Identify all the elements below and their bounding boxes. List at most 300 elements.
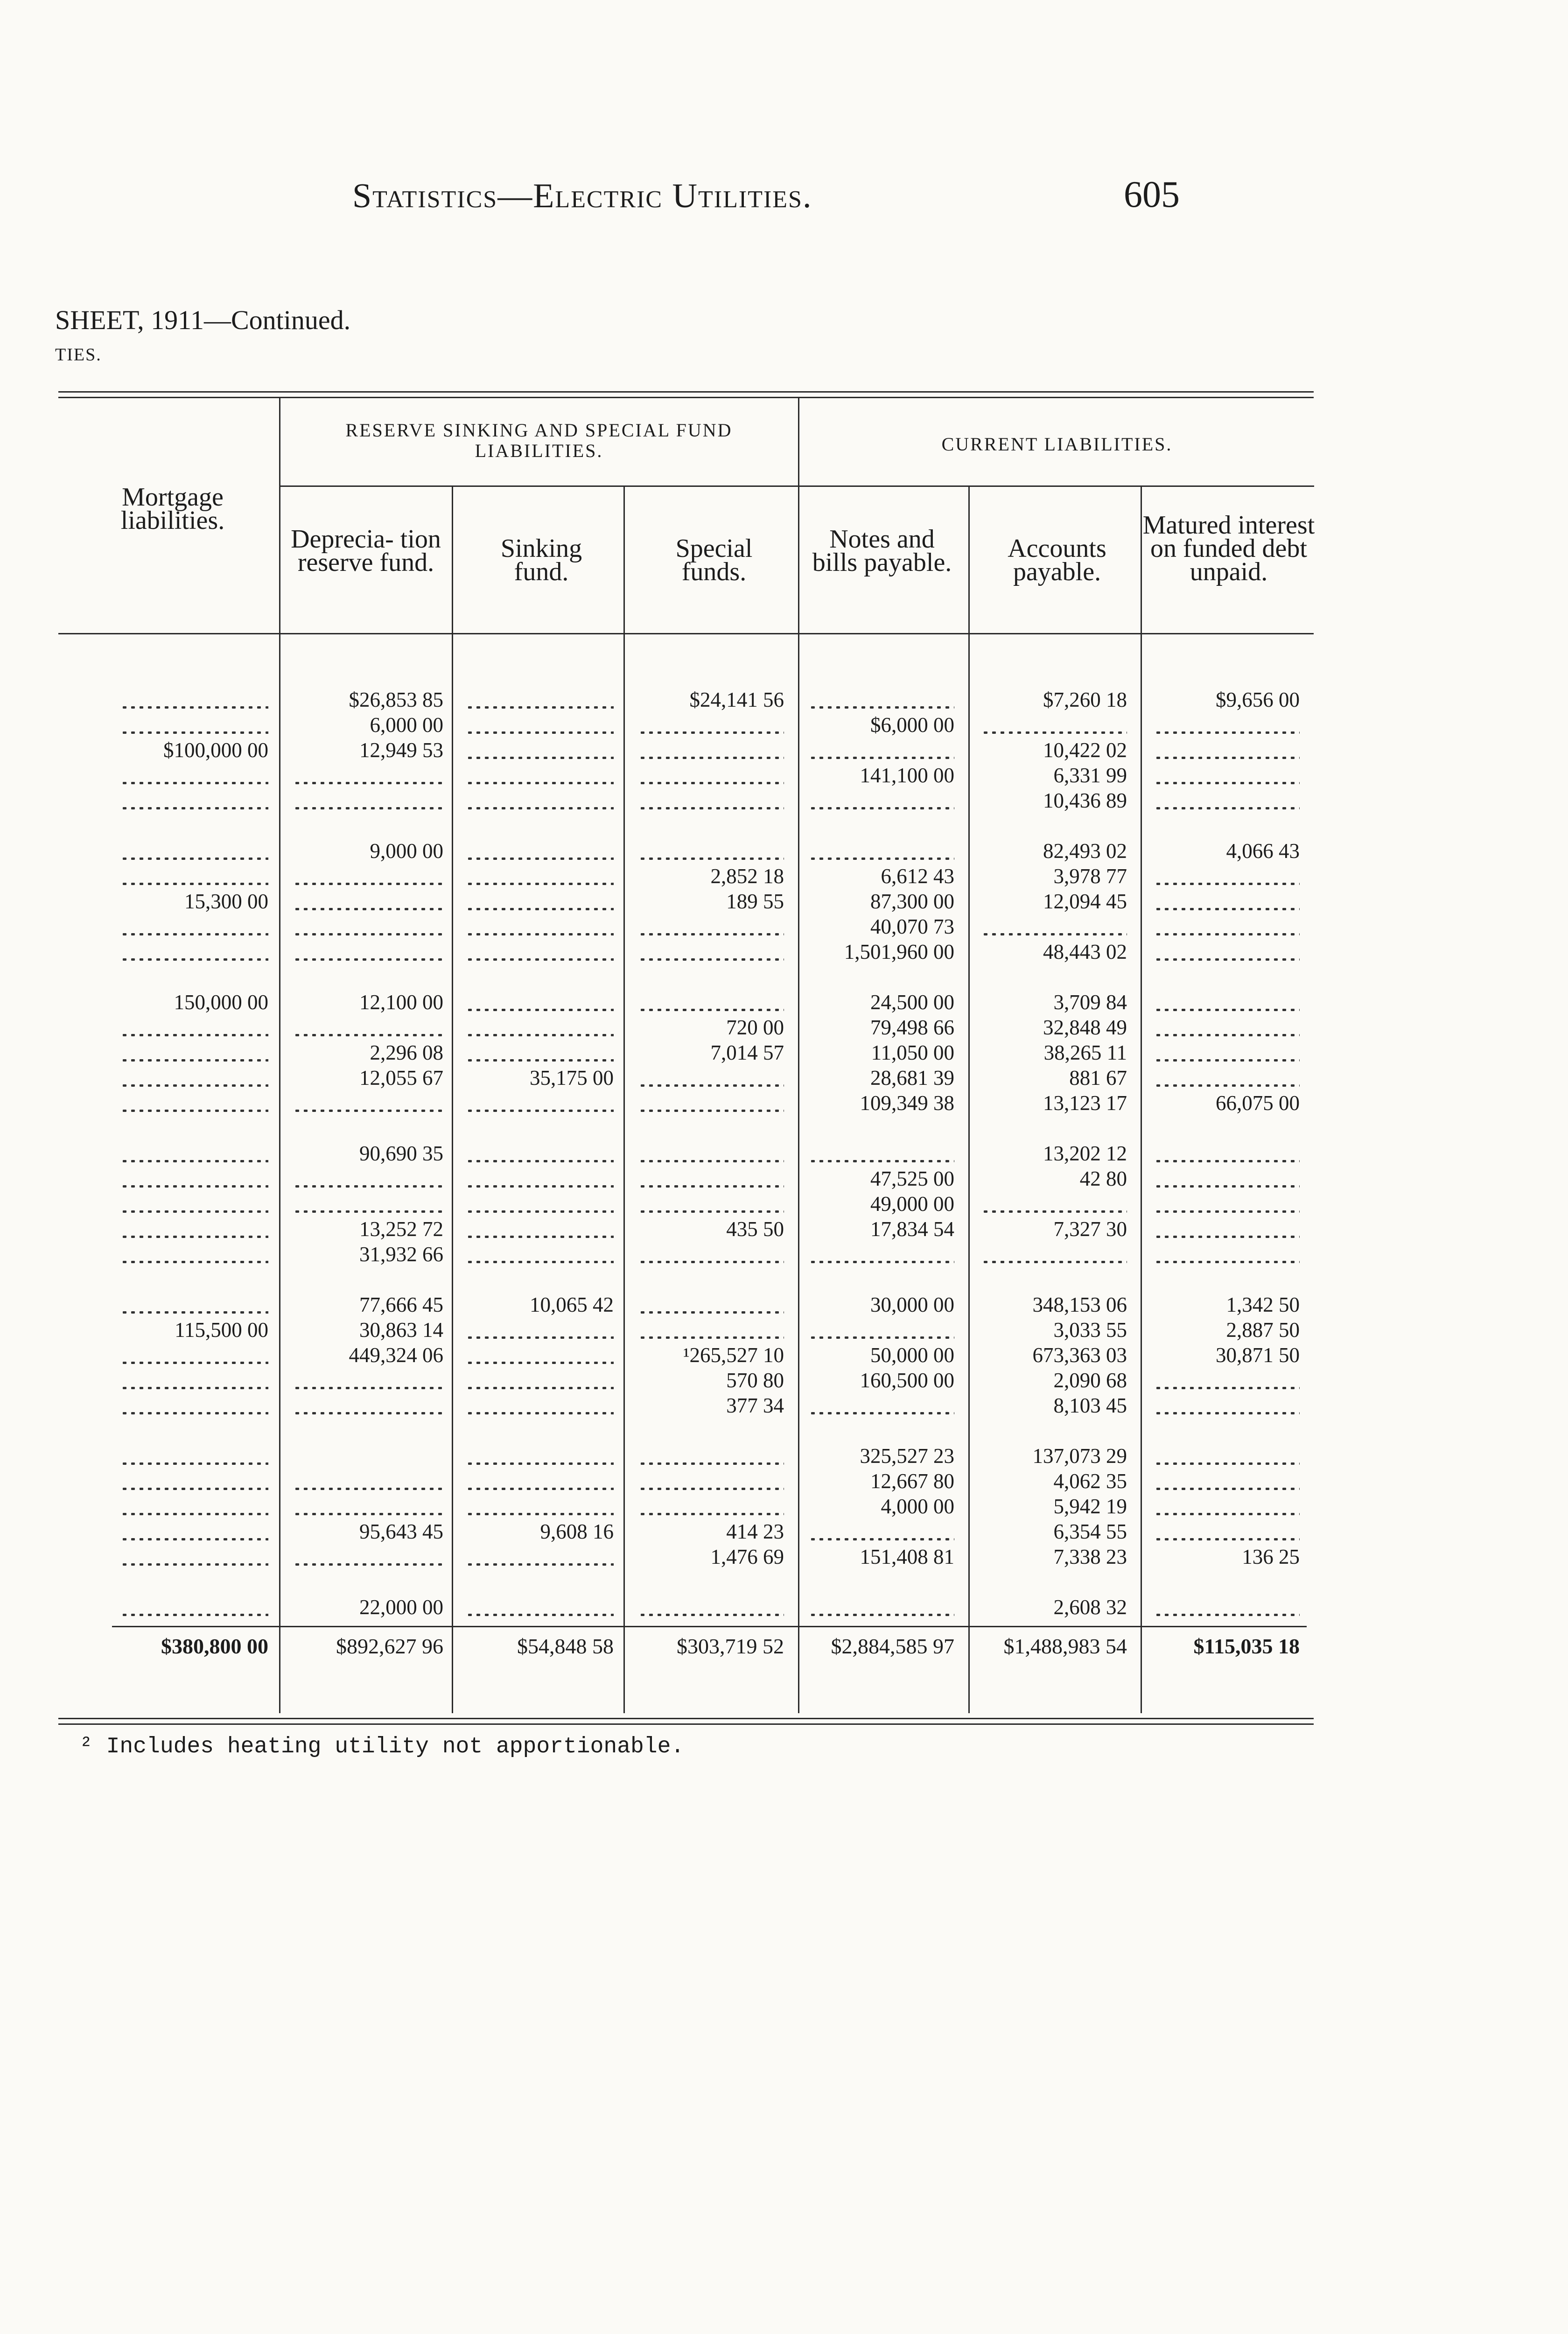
table-cell [457, 914, 614, 939]
table-cell [1146, 1469, 1300, 1494]
table-cell [1146, 1216, 1300, 1242]
table-cell: 3,709 84 [1053, 991, 1127, 1014]
table-cell [457, 1141, 614, 1166]
table-cell [285, 964, 443, 990]
table-cell [457, 1569, 614, 1595]
col-divider-1 [279, 398, 280, 1713]
table-cell [1146, 1393, 1300, 1418]
table-cell: 2,852 18 [710, 865, 784, 888]
footnote: ² Includes heating utility not apportionable. [79, 1734, 685, 1759]
table-cell [285, 1116, 443, 1141]
table-cell [1146, 1368, 1300, 1393]
table-cell [1146, 788, 1300, 813]
table-cell: 11,050 00 [871, 1041, 954, 1064]
table-cell: 28,681 39 [870, 1066, 954, 1090]
table-cell [973, 813, 1127, 838]
table-cell [800, 1317, 954, 1343]
table-cell [457, 1116, 614, 1141]
table-cell: 49,000 00 [870, 1192, 954, 1216]
table-cell [1146, 1065, 1300, 1090]
table-cell: 4,066 43 [1226, 839, 1300, 863]
table-cell [630, 1418, 784, 1443]
table-cell [112, 1065, 268, 1090]
table-cell [800, 1595, 954, 1620]
table-cell: $24,141 56 [689, 688, 784, 711]
table-cell: $7,260 18 [1043, 688, 1127, 711]
table-cell [285, 939, 443, 964]
table-cell: 13,252 72 [359, 1217, 443, 1241]
table-cell [630, 1090, 784, 1116]
table-cell: 141,100 00 [860, 764, 954, 787]
table-cell [1146, 763, 1300, 788]
table-cell: 12,055 67 [359, 1066, 443, 1090]
table-cell [285, 1418, 443, 1443]
sheet-title: SHEET, 1911—Continued. [55, 305, 351, 335]
table-cell [285, 1015, 443, 1040]
table-cell [1146, 738, 1300, 763]
table-cell [457, 712, 614, 738]
table-cell: 6,331 99 [1053, 764, 1127, 787]
table-cell [112, 964, 268, 990]
sinking-column [457, 687, 614, 1620]
table-cell [630, 1469, 784, 1494]
table-cell [800, 1267, 954, 1292]
table-cell [285, 1393, 443, 1418]
table-cell: 4,000 00 [881, 1495, 954, 1518]
table-cell: 151,408 81 [860, 1545, 954, 1568]
table-cell [457, 838, 614, 864]
table-cell [630, 1191, 784, 1216]
table-cell [630, 1166, 784, 1191]
table-cell [457, 687, 614, 712]
table-cell [630, 1141, 784, 1166]
table-cell [630, 1317, 784, 1343]
table-cell [285, 864, 443, 889]
table-cell: 570 80 [726, 1369, 784, 1392]
table-cell [1146, 990, 1300, 1015]
table-cell [630, 788, 784, 813]
col-divider-4 [798, 398, 799, 1713]
table-cell [457, 1544, 614, 1569]
table-cell [285, 1544, 443, 1569]
table-cell [285, 1166, 443, 1191]
special-column [630, 687, 784, 1620]
table-cell: 1,476 69 [710, 1545, 784, 1568]
table-top-rule [58, 391, 1314, 393]
total-special: $303,719 52 [677, 1634, 784, 1658]
table-cell [285, 1469, 443, 1494]
table-cell [457, 889, 614, 914]
table-cell [457, 1216, 614, 1242]
table-cell [630, 914, 784, 939]
table-cell [112, 1116, 268, 1141]
table-cell [457, 1418, 614, 1443]
col-divider-5 [968, 487, 970, 1713]
mortgage-column [112, 687, 268, 1620]
table-cell [457, 1242, 614, 1267]
table-cell [800, 1569, 954, 1595]
special-header: Special funds. [675, 534, 753, 586]
col-divider-2 [452, 487, 453, 1713]
table-cell: 30,000 00 [870, 1293, 954, 1316]
table-cell: 32,848 49 [1043, 1016, 1127, 1039]
table-cell: 7,014 57 [710, 1041, 784, 1064]
table-cell: 87,300 00 [870, 890, 954, 913]
table-cell [112, 763, 268, 788]
table-cell [112, 1343, 268, 1368]
table-cell [112, 1393, 268, 1418]
total-sinking: $54,848 58 [517, 1634, 614, 1658]
table-cell: 1,501,960 00 [844, 940, 954, 963]
table-cell [112, 838, 268, 864]
table-cell [630, 712, 784, 738]
table-cell [800, 838, 954, 864]
table-cell: 30,871 50 [1216, 1343, 1300, 1367]
table-cell [285, 1090, 443, 1116]
table-cell: 6,612 43 [881, 865, 954, 888]
table-cell [285, 889, 443, 914]
table-cell: 24,500 00 [870, 991, 954, 1014]
table-cell [630, 939, 784, 964]
total-depreciation: $892,627 96 [336, 1634, 443, 1658]
table-cell [973, 1191, 1127, 1216]
table-cell [800, 1141, 954, 1166]
table-cell [112, 1267, 268, 1292]
table-cell: 10,065 42 [530, 1293, 614, 1316]
table-cell [112, 1166, 268, 1191]
table-cell [112, 1015, 268, 1040]
table-cell: 325,527 23 [860, 1444, 954, 1468]
table-cell: 77,666 45 [359, 1293, 443, 1316]
table-cell [112, 1569, 268, 1595]
table-cell [457, 1595, 614, 1620]
table-cell [630, 1443, 784, 1469]
table-cell [1146, 1267, 1300, 1292]
table-bottom-rule [58, 1718, 1314, 1719]
table-cell [800, 1418, 954, 1443]
table-cell [457, 1166, 614, 1191]
table-cell: 2,090 68 [1053, 1369, 1127, 1392]
table-cell: 40,070 73 [870, 915, 954, 938]
table-cell [800, 813, 954, 838]
table-cell [112, 1141, 268, 1166]
table-cell: 6,354 55 [1053, 1520, 1127, 1543]
table-cell [112, 1418, 268, 1443]
table-cell [112, 1242, 268, 1267]
page-number: 605 [1124, 174, 1180, 215]
table-cell [112, 864, 268, 889]
table-cell [800, 687, 954, 712]
ties-label: TIES. [55, 345, 102, 365]
table-cell [800, 1393, 954, 1418]
table-cell [285, 763, 443, 788]
table-cell: 348,153 06 [1032, 1293, 1127, 1316]
current-group-header: CURRENT LIABILITIES. [941, 434, 1173, 455]
table-cell [457, 813, 614, 838]
mortgage-header: Mortgage liabilities. [120, 483, 225, 535]
table-cell [800, 964, 954, 990]
table-cell [630, 1065, 784, 1090]
total-accounts: $1,488,983 54 [1003, 1634, 1127, 1658]
table-cell: 7,327 30 [1053, 1217, 1127, 1241]
table-cell: 1,342 50 [1226, 1293, 1300, 1316]
table-cell: 137,073 29 [1032, 1444, 1127, 1468]
table-cell: 66,075 00 [1216, 1091, 1300, 1115]
table-cell [285, 1267, 443, 1292]
table-cell [1146, 914, 1300, 939]
table-cell [630, 1116, 784, 1141]
table-cell [112, 1040, 268, 1065]
table-cell [112, 1519, 268, 1544]
table-cell: 414 23 [726, 1520, 784, 1543]
table-cell: 6,000 00 [370, 713, 443, 737]
table-cell: $26,853 85 [349, 688, 443, 711]
header-bottom-rule [58, 633, 1314, 634]
table-cell: 7,338 23 [1053, 1545, 1127, 1568]
table-cell [630, 738, 784, 763]
table-cell [457, 1015, 614, 1040]
table-cell [457, 864, 614, 889]
table-cell [973, 1116, 1127, 1141]
table-cell [973, 964, 1127, 990]
table-cell: 136 25 [1242, 1545, 1300, 1568]
table-cell [457, 1443, 614, 1469]
table-cell [285, 1443, 443, 1469]
table-cell [1146, 1166, 1300, 1191]
table-cell [112, 1469, 268, 1494]
table-cell [973, 914, 1127, 939]
table-cell [457, 1469, 614, 1494]
total-matured-interest: $115,035 18 [1193, 1634, 1300, 1658]
table-cell: 8,103 45 [1053, 1394, 1127, 1417]
table-cell [973, 1242, 1127, 1267]
table-cell: 48,443 02 [1043, 940, 1127, 963]
table-cell: $9,656 00 [1216, 688, 1300, 711]
table-cell: 115,500 00 [175, 1318, 268, 1342]
total-mortgage: $380,800 00 [161, 1634, 268, 1658]
table-cell [285, 1368, 443, 1393]
table-cell [630, 1569, 784, 1595]
table-cell: 9,608 16 [540, 1520, 614, 1543]
table-cell: 82,493 02 [1043, 839, 1127, 863]
notes-column [800, 687, 954, 1620]
table-cell: 189 55 [726, 890, 784, 913]
table-cell [630, 838, 784, 864]
table-cell [1146, 1418, 1300, 1443]
table-cell [457, 1090, 614, 1116]
table-cell [112, 1368, 268, 1393]
table-cell: 13,202 12 [1043, 1142, 1127, 1165]
sinking-header: Sinking fund. [500, 534, 582, 586]
table-cell: 449,324 06 [349, 1343, 443, 1367]
table-cell [112, 1191, 268, 1216]
table-cell [800, 1242, 954, 1267]
table-cell: 9,000 00 [370, 839, 443, 863]
table-cell: 3,033 55 [1053, 1318, 1127, 1342]
table-cell [285, 914, 443, 939]
table-cell: 17,834 54 [870, 1217, 954, 1241]
table-cell [1146, 939, 1300, 964]
table-cell: 881 67 [1069, 1066, 1127, 1090]
table-cell [285, 1191, 443, 1216]
table-cell: 109,349 38 [860, 1091, 954, 1115]
table-cell [457, 788, 614, 813]
table-cell: 10,436 89 [1043, 789, 1127, 812]
table-cell [1146, 813, 1300, 838]
table-cell [112, 788, 268, 813]
table-cell [1146, 1519, 1300, 1544]
accounts-column [973, 687, 1127, 1620]
table-cell [112, 914, 268, 939]
table-cell [112, 1090, 268, 1116]
table-cell [112, 1216, 268, 1242]
table-cell [112, 1494, 268, 1519]
depreciation-header: Deprecia- tion reserve fund. [291, 525, 441, 577]
table-cell [1146, 1443, 1300, 1469]
table-cell [457, 1343, 614, 1368]
table-cell: 38,265 11 [1043, 1041, 1127, 1064]
table-cell [457, 1317, 614, 1343]
table-cell [630, 1494, 784, 1519]
table-cell [112, 712, 268, 738]
table-cell [1146, 1141, 1300, 1166]
table-cell [1146, 964, 1300, 990]
table-cell [973, 1418, 1127, 1443]
table-cell [457, 1368, 614, 1393]
table-cell [457, 763, 614, 788]
table-cell [1146, 712, 1300, 738]
table-cell [630, 1267, 784, 1292]
table-cell [285, 788, 443, 813]
table-cell [630, 1242, 784, 1267]
table-cell: 2,296 08 [370, 1041, 443, 1064]
table-cell [285, 1494, 443, 1519]
table-cell [1146, 1242, 1300, 1267]
table-cell [112, 687, 268, 712]
table-cell [800, 1519, 954, 1544]
table-cell [973, 1569, 1127, 1595]
table-cell: $100,000 00 [163, 738, 268, 762]
table-cell [1146, 1494, 1300, 1519]
table-cell: 90,690 35 [359, 1142, 443, 1165]
group-header-rule [279, 485, 1314, 487]
table-cell: 160,500 00 [860, 1369, 954, 1392]
table-cell: 47,525 00 [870, 1167, 954, 1190]
table-cell: 12,094 45 [1043, 890, 1127, 913]
table-cell: 12,949 53 [359, 738, 443, 762]
table-cell [457, 990, 614, 1015]
table-cell: 31,932 66 [359, 1243, 443, 1266]
notes-header: Notes and bills payable. [812, 525, 952, 577]
table-cell [457, 964, 614, 990]
table-cell [112, 1544, 268, 1569]
matured-interest-header: Matured interest on funded debt unpaid. [1142, 511, 1315, 586]
table-top-rule-2 [58, 397, 1314, 398]
table-cell [1146, 1116, 1300, 1141]
table-cell [973, 712, 1127, 738]
table-cell [457, 738, 614, 763]
table-cell: 2,887 50 [1226, 1318, 1300, 1342]
table-cell [1146, 864, 1300, 889]
table-cell [285, 1569, 443, 1595]
table-cell [457, 1494, 614, 1519]
table-cell: 2,608 32 [1053, 1596, 1127, 1619]
table-cell [285, 813, 443, 838]
table-cell [1146, 1595, 1300, 1620]
running-head: Statistics—Electric Utilities. [352, 177, 812, 215]
table-cell [630, 964, 784, 990]
total-notes: $2,884,585 97 [831, 1634, 954, 1658]
accounts-header: Accounts payable. [1008, 534, 1106, 586]
table-cell [800, 788, 954, 813]
table-cell: 377 34 [726, 1394, 784, 1417]
table-cell [112, 939, 268, 964]
table-cell: 150,000 00 [174, 991, 268, 1014]
table-cell: 435 50 [726, 1217, 784, 1241]
table-cell [457, 1191, 614, 1216]
table-cell [973, 1267, 1127, 1292]
table-cell [1146, 1015, 1300, 1040]
table-cell [457, 1393, 614, 1418]
table-cell: 720 00 [726, 1016, 784, 1039]
table-cell [800, 738, 954, 763]
matured-interest-column [1146, 687, 1300, 1620]
table-cell [112, 1292, 268, 1317]
table-cell: 30,863 14 [359, 1318, 443, 1342]
table-cell [457, 1040, 614, 1065]
table-cell [112, 1443, 268, 1469]
table-cell [457, 939, 614, 964]
table-cell: $6,000 00 [870, 713, 954, 737]
table-cell [630, 1292, 784, 1317]
table-cell: 5,942 19 [1053, 1495, 1127, 1518]
table-cell: 95,643 45 [359, 1520, 443, 1543]
table-cell: 12,100 00 [359, 991, 443, 1014]
table-cell: ¹265,527 10 [683, 1343, 784, 1367]
col-divider-6 [1141, 487, 1142, 1713]
table-cell [1146, 889, 1300, 914]
table-cell: 22,000 00 [359, 1596, 443, 1619]
totals-row [0, 1634, 1568, 1662]
table-cell: 4,062 35 [1053, 1469, 1127, 1493]
table-cell [1146, 1569, 1300, 1595]
table-cell [1146, 1191, 1300, 1216]
table-cell [800, 1116, 954, 1141]
table-cell [630, 813, 784, 838]
totals-rule [112, 1626, 1307, 1627]
table-cell: 15,300 00 [184, 890, 268, 913]
depreciation-column [285, 687, 443, 1620]
reserve-group-header: RESERVE SINKING AND SPECIAL FUND LIABILITIES. [345, 420, 733, 461]
table-cell [112, 1595, 268, 1620]
table-bottom-rule-2 [58, 1723, 1314, 1725]
table-cell [630, 763, 784, 788]
table-cell: 10,422 02 [1043, 738, 1127, 762]
table-cell [630, 990, 784, 1015]
table-cell [630, 1595, 784, 1620]
table-cell: 12,667 80 [870, 1469, 954, 1493]
col-divider-3 [623, 487, 625, 1713]
table-cell: 673,363 03 [1032, 1343, 1127, 1367]
table-cell: 13,123 17 [1043, 1091, 1127, 1115]
table-cell: 42 80 [1079, 1167, 1127, 1190]
table-cell: 3,978 77 [1053, 865, 1127, 888]
table-cell: 50,000 00 [870, 1343, 954, 1367]
table-cell [457, 1267, 614, 1292]
table-cell: 79,498 66 [870, 1016, 954, 1039]
table-cell [1146, 1040, 1300, 1065]
table-cell: 35,175 00 [530, 1066, 614, 1090]
